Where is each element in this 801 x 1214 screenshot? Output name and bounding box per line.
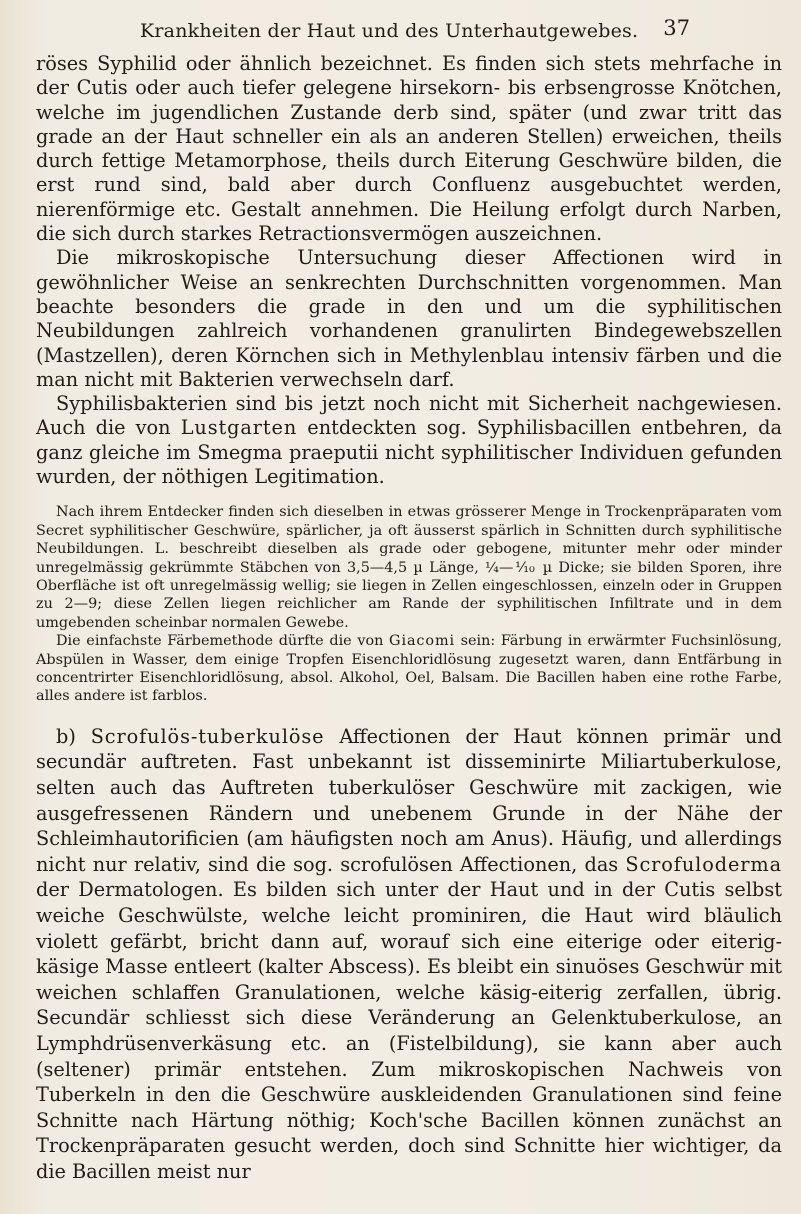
page-number: 37 — [663, 16, 690, 40]
author-name: Lustgarten — [180, 416, 298, 440]
paragraph-syphilid: röses Syphilid oder ähnlich bezeichnet. Es finden sich stets mehrfache in der Cutis oder auch tiefer gelegene hirsekorn- bis erbsengrosse Knötchen, welche im jugendlichen Zustande derb sind, später (und zwar tritt das grade an der Haut schneller ein als an anderen Stellen) erweichen, theils durch fettige Metamorphose, theils durch Eiterung Geschwüre bilden, die erst rund sind, bald aber durch Confluenz ausgebuchtet werden, nierenförmige etc. Gestalt annehmen. Die Heilung erfolgt durch Narben, die sich durch starkes Retractionsvermögen auszeichnen. — [36, 52, 782, 246]
text-segment: Die einfachste Färbemethode dürfte die von — [56, 633, 390, 650]
text-segment: Syphilisbakterien sind bis jetzt noch nicht mit Sicherheit nachgewiesen. Auch die von — [36, 392, 782, 440]
paragraph-syphilis-bacteria — [36, 392, 782, 489]
paragraph-microscopic-examination: Die mikroskopische Untersuchung dieser Affectionen wird in gewöhnlicher Weise an senkrechten Durchschnitten vorgenommen. Man beachte besonders die grade in den und um die syphilitischen Neubildungen zahlreich vorhandenen granulirten Bindegewebszellen (Mastzellen), deren Körnchen sich in Methylenblau intensiv färben und die man nicht mit Bakterien verwechseln darf. — [36, 246, 782, 391]
note-lustgarten: Nach ihrem Entdecker finden sich dieselben in etwas grösserer Menge in Trockenpräparaten vom Secret syphilitischer Geschwüre, spärlicher, ja oft äusserst spärlich in Schnitten durch syphilitische Neubildungen. L. beschreibt dieselben als grade oder gebogene, mitunter mehr oder minder unregelmässig gekrümmte Stäbchen von 3,5—4,5 µ Länge, ¼—⅒ µ Dicke; sie bilden Sporen, ihre Oberfläche ist oft unregelmässig wellig; sie liegen in Zellen eingeschlossen, einzeln oder in Gruppen zu 2—9; diese Zellen liegen reichlicher am Rande der syphilitischen Infiltrate und in dem umgebenden scheinbar normalen Gewebe. — [36, 504, 782, 631]
section-label: b) — [56, 724, 91, 748]
text-segment: der Dermatologen. Es bilden sich unter der Haut und in der Cutis selbst weiche Geschwülste, welche leicht prominiren, die Haut wird bläulich violett gefärbt, bricht dann auf, worauf sich eine eiterige oder eiterig-käsige Masse entleert (kalter Abscess). Es bleibt ein sinuöses Geschwür mit weichen schlaffen Granulationen, welche käsig-eiterig zerfallen, übrig. Secundär schliesst sich diese Veränderung an Gelenktuberkulose, an Lymphdrüsenverkäsung etc. an (Fistelbildung), sie kann aber auch (seltener) primär entstehen. Zum mikroskopischen Nachweis von Tuberkeln in den die Geschwüre auskleidenden Granulationen sind feine Schnitte nach Härtung nöthig; Koch'sche Bacillen können zunächst an Trockenpräparaten gesucht werden, doch sind Schnitte hier wichtiger, da die Bacillen meist nur — [36, 878, 782, 1183]
text-segment: entdeckten sog. Syphilisbacillen entbehren, da ganz gleiche im Smegma praeputii nicht syphilitischer Individuen gefunden wurden, der nöthigen Legitimation. — [36, 416, 782, 489]
section-heading: Scrofulös-tuberkulöse — [90, 724, 325, 748]
text-segment: sein: Färbung in erwärmter Fuchsinlösung, Abspülen in Wasser, dem einige Tropfen Eisenchloridlösung zugesetzt waren, dann Entfärbung in concentrirter Eisenchloridlösung, absol. Alkohol, Oel, Balsam. Die Bacillen haben eine rothe Farbe, alles andere ist farblos. — [36, 633, 782, 705]
author-name: Giacomi — [389, 633, 455, 650]
text-segment: Affectionen der Haut können primär und secundär auftreten. Fast unbekannt ist disseminirte Miliartuberkulose, selten auch das Auftreten tuberkulöser Geschwüre mit zackigen, wie ausgefressenen Rändern und unebenem Grunde in der Nähe der Schleimhautorificien (am häufigsten noch am Anus). Häufig, und allerdings nicht nur relativ, sind die sog. scrofulösen Affectionen, das — [36, 724, 783, 876]
term-scrofuloderma: Scrofuloderma — [625, 852, 782, 876]
running-header — [110, 14, 690, 48]
paragraph-scrofulous-tuberculous — [36, 724, 782, 1185]
note-staining-method — [36, 632, 782, 706]
page-body — [36, 52, 782, 1185]
header-title: Krankheiten der Haut und des Unterhautgewebes. — [140, 20, 639, 42]
